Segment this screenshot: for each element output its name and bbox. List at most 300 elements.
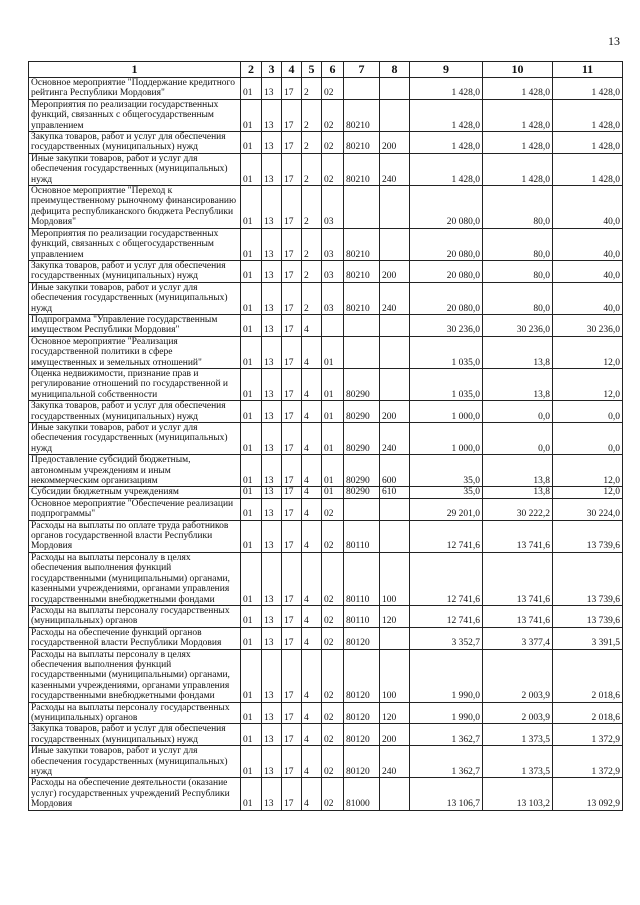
program-code-cell: 17 xyxy=(282,132,302,154)
section-code-cell: 13 xyxy=(262,487,282,498)
activity-code-cell: 02 xyxy=(322,78,344,100)
section-code-cell: 13 xyxy=(262,423,282,455)
table-row xyxy=(29,78,623,100)
gov-code-cell: 01 xyxy=(241,99,262,131)
column-header: 6 xyxy=(322,62,344,78)
amount-col11-cell: 40,0 xyxy=(553,260,623,282)
column-header: 11 xyxy=(553,62,623,78)
table-row xyxy=(29,520,623,552)
amount-col11-cell: 1 372,9 xyxy=(553,724,623,746)
amount-col11-cell: 3 391,5 xyxy=(553,627,623,649)
gov-code-cell: 01 xyxy=(241,520,262,552)
amount-col10-cell: 13,8 xyxy=(483,487,553,498)
direction-code-cell xyxy=(344,186,380,229)
row-name-cell: Оценка недвижимости, признание прав и регулирование отношений по государственной и муниципальной собственности xyxy=(29,368,241,400)
subprogram-code-cell: 4 xyxy=(302,368,322,400)
subprogram-code-cell: 2 xyxy=(302,99,322,131)
gov-code-cell: 01 xyxy=(241,724,262,746)
column-header: 9 xyxy=(410,62,483,78)
expense-type-cell: 600 xyxy=(380,455,410,487)
amount-col10-cell: 13 741,6 xyxy=(483,520,553,552)
amount-col9-cell: 20 080,0 xyxy=(410,186,483,229)
amount-col9-cell: 29 201,0 xyxy=(410,498,483,520)
direction-code-cell: 80120 xyxy=(344,724,380,746)
table-row xyxy=(29,336,623,368)
program-code-cell: 17 xyxy=(282,746,302,778)
table-row xyxy=(29,455,623,487)
direction-code-cell: 80210 xyxy=(344,282,380,314)
amount-col10-cell: 0,0 xyxy=(483,401,553,423)
program-code-cell: 17 xyxy=(282,627,302,649)
amount-col11-cell: 2 018,6 xyxy=(553,649,623,702)
direction-code-cell: 80210 xyxy=(344,228,380,260)
section-code-cell: 13 xyxy=(262,186,282,229)
gov-code-cell: 01 xyxy=(241,649,262,702)
section-code-cell: 13 xyxy=(262,282,282,314)
row-name-cell: Закупка товаров, работ и услуг для обеспечения государственных (муниципальных) нужд xyxy=(29,132,241,154)
gov-code-cell: 01 xyxy=(241,455,262,487)
amount-col9-cell: 1 000,0 xyxy=(410,401,483,423)
column-header: 4 xyxy=(282,62,302,78)
amount-col9-cell: 1 428,0 xyxy=(410,153,483,185)
table-row xyxy=(29,778,623,810)
gov-code-cell: 01 xyxy=(241,336,262,368)
activity-code-cell: 03 xyxy=(322,260,344,282)
gov-code-cell: 01 xyxy=(241,368,262,400)
activity-code-cell: 02 xyxy=(322,132,344,154)
activity-code-cell: 02 xyxy=(322,605,344,627)
direction-code-cell xyxy=(344,336,380,368)
gov-code-cell: 01 xyxy=(241,498,262,520)
expense-type-cell xyxy=(380,520,410,552)
table-row xyxy=(29,153,623,185)
expense-type-cell xyxy=(380,99,410,131)
row-name-cell: Субсидии бюджетным учреждениям xyxy=(29,487,241,498)
column-header: 2 xyxy=(241,62,262,78)
table-row xyxy=(29,186,623,229)
section-code-cell: 13 xyxy=(262,627,282,649)
direction-code-cell xyxy=(344,78,380,100)
amount-col11-cell: 12,0 xyxy=(553,368,623,400)
section-code-cell: 13 xyxy=(262,455,282,487)
amount-col9-cell: 35,0 xyxy=(410,455,483,487)
expense-type-cell xyxy=(380,778,410,810)
column-header: 10 xyxy=(483,62,553,78)
gov-code-cell: 01 xyxy=(241,282,262,314)
activity-code-cell: 01 xyxy=(322,336,344,368)
amount-col11-cell: 30 236,0 xyxy=(553,314,623,336)
table-row xyxy=(29,314,623,336)
direction-code-cell: 80290 xyxy=(344,423,380,455)
program-code-cell: 17 xyxy=(282,336,302,368)
amount-col9-cell: 30 236,0 xyxy=(410,314,483,336)
activity-code-cell: 03 xyxy=(322,186,344,229)
direction-code-cell xyxy=(344,498,380,520)
direction-code-cell: 80120 xyxy=(344,702,380,724)
amount-col9-cell: 1 428,0 xyxy=(410,78,483,100)
activity-code-cell: 02 xyxy=(322,649,344,702)
row-name-cell: Иные закупки товаров, работ и услуг для обеспечения государственных (муниципальных) нужд xyxy=(29,746,241,778)
amount-col9-cell: 1 428,0 xyxy=(410,99,483,131)
expense-type-cell: 200 xyxy=(380,260,410,282)
amount-col10-cell: 1 428,0 xyxy=(483,153,553,185)
section-code-cell: 13 xyxy=(262,778,282,810)
amount-col10-cell: 30 222,2 xyxy=(483,498,553,520)
amount-col11-cell: 2 018,6 xyxy=(553,702,623,724)
program-code-cell: 17 xyxy=(282,186,302,229)
gov-code-cell: 01 xyxy=(241,423,262,455)
amount-col9-cell: 35,0 xyxy=(410,487,483,498)
expense-type-cell: 240 xyxy=(380,423,410,455)
expense-type-cell xyxy=(380,627,410,649)
table-row xyxy=(29,423,623,455)
amount-col10-cell: 13,8 xyxy=(483,455,553,487)
activity-code-cell: 02 xyxy=(322,746,344,778)
row-name-cell: Основное мероприятие "Переход к преимущественному рыночному финансированию дефицита республиканского бюджета Республики Мордовия" xyxy=(29,186,241,229)
row-name-cell: Закупка товаров, работ и услуг для обеспечения государственных (муниципальных) нужд xyxy=(29,260,241,282)
amount-col9-cell: 12 741,6 xyxy=(410,605,483,627)
expense-type-cell xyxy=(380,78,410,100)
amount-col10-cell: 30 236,0 xyxy=(483,314,553,336)
expense-type-cell: 240 xyxy=(380,153,410,185)
table-row xyxy=(29,724,623,746)
expense-type-cell xyxy=(380,498,410,520)
gov-code-cell: 01 xyxy=(241,401,262,423)
expense-type-cell: 100 xyxy=(380,649,410,702)
subprogram-code-cell: 2 xyxy=(302,78,322,100)
direction-code-cell: 80210 xyxy=(344,132,380,154)
gov-code-cell: 01 xyxy=(241,746,262,778)
section-code-cell: 13 xyxy=(262,702,282,724)
subprogram-code-cell: 2 xyxy=(302,260,322,282)
amount-col10-cell: 3 377,4 xyxy=(483,627,553,649)
row-name-cell: Расходы на выплаты персоналу в целях обеспечения выполнения функций государственными (муниципальными) органами, казенными учреждениями, органами управления государственными внебюджетными фондами xyxy=(29,552,241,605)
row-name-cell: Расходы на обеспечение функций органов государственной власти Республики Мордовия xyxy=(29,627,241,649)
direction-code-cell: 81000 xyxy=(344,778,380,810)
amount-col10-cell: 1 428,0 xyxy=(483,99,553,131)
direction-code-cell: 80120 xyxy=(344,627,380,649)
program-code-cell: 17 xyxy=(282,260,302,282)
gov-code-cell: 01 xyxy=(241,487,262,498)
expense-type-cell xyxy=(380,368,410,400)
row-name-cell: Расходы на выплаты по оплате труда работников органов государственной власти Республики Мордовия xyxy=(29,520,241,552)
amount-col11-cell: 13 739,6 xyxy=(553,552,623,605)
section-code-cell: 13 xyxy=(262,401,282,423)
subprogram-code-cell: 4 xyxy=(302,724,322,746)
gov-code-cell: 01 xyxy=(241,605,262,627)
gov-code-cell: 01 xyxy=(241,627,262,649)
section-code-cell: 13 xyxy=(262,368,282,400)
program-code-cell: 17 xyxy=(282,605,302,627)
expense-type-cell: 100 xyxy=(380,552,410,605)
section-code-cell: 13 xyxy=(262,132,282,154)
program-code-cell: 17 xyxy=(282,649,302,702)
amount-col10-cell: 13 103,2 xyxy=(483,778,553,810)
activity-code-cell: 02 xyxy=(322,552,344,605)
table-row xyxy=(29,498,623,520)
amount-col9-cell: 1 000,0 xyxy=(410,423,483,455)
row-name-cell: Подпрограмма "Управление государственным имуществом Республики Мордовия" xyxy=(29,314,241,336)
direction-code-cell xyxy=(344,314,380,336)
table-row xyxy=(29,487,623,498)
amount-col10-cell: 1 373,5 xyxy=(483,724,553,746)
column-header: 7 xyxy=(344,62,380,78)
section-code-cell: 13 xyxy=(262,78,282,100)
amount-col11-cell: 40,0 xyxy=(553,186,623,229)
amount-col10-cell: 13 741,6 xyxy=(483,552,553,605)
program-code-cell: 17 xyxy=(282,99,302,131)
amount-col11-cell: 13 739,6 xyxy=(553,605,623,627)
program-code-cell: 17 xyxy=(282,401,302,423)
amount-col9-cell: 1 035,0 xyxy=(410,336,483,368)
row-name-cell: Предоставление субсидий бюджетным, автономным учреждениям и иным некоммерческим организациям xyxy=(29,455,241,487)
amount-col10-cell: 80,0 xyxy=(483,282,553,314)
amount-col9-cell: 3 352,7 xyxy=(410,627,483,649)
activity-code-cell xyxy=(322,314,344,336)
amount-col9-cell: 1 362,7 xyxy=(410,724,483,746)
program-code-cell: 17 xyxy=(282,702,302,724)
expense-type-cell: 200 xyxy=(380,132,410,154)
subprogram-code-cell: 4 xyxy=(302,336,322,368)
amount-col11-cell: 12,0 xyxy=(553,455,623,487)
amount-col11-cell: 12,0 xyxy=(553,336,623,368)
gov-code-cell: 01 xyxy=(241,702,262,724)
expense-type-cell: 200 xyxy=(380,401,410,423)
row-name-cell: Мероприятия по реализации государственных функций, связанных с общегосударственным управлением xyxy=(29,228,241,260)
amount-col10-cell: 80,0 xyxy=(483,260,553,282)
activity-code-cell: 02 xyxy=(322,99,344,131)
program-code-cell: 17 xyxy=(282,778,302,810)
section-code-cell: 13 xyxy=(262,649,282,702)
direction-code-cell: 80210 xyxy=(344,99,380,131)
table-row xyxy=(29,99,623,131)
program-code-cell: 17 xyxy=(282,228,302,260)
gov-code-cell: 01 xyxy=(241,186,262,229)
amount-col10-cell: 13,8 xyxy=(483,368,553,400)
table-row xyxy=(29,649,623,702)
subprogram-code-cell: 4 xyxy=(302,498,322,520)
activity-code-cell: 01 xyxy=(322,423,344,455)
expense-type-cell: 120 xyxy=(380,605,410,627)
subprogram-code-cell: 4 xyxy=(302,423,322,455)
amount-col10-cell: 13,8 xyxy=(483,336,553,368)
section-code-cell: 13 xyxy=(262,260,282,282)
subprogram-code-cell: 4 xyxy=(302,455,322,487)
amount-col11-cell: 1 372,9 xyxy=(553,746,623,778)
expense-type-cell xyxy=(380,314,410,336)
amount-col10-cell: 1 373,5 xyxy=(483,746,553,778)
amount-col9-cell: 1 990,0 xyxy=(410,702,483,724)
section-code-cell: 13 xyxy=(262,498,282,520)
subprogram-code-cell: 4 xyxy=(302,627,322,649)
row-name-cell: Закупка товаров, работ и услуг для обеспечения государственных (муниципальных) нужд xyxy=(29,724,241,746)
program-code-cell: 17 xyxy=(282,487,302,498)
row-name-cell: Основное мероприятие "Обеспечение реализации подпрограммы" xyxy=(29,498,241,520)
direction-code-cell: 80290 xyxy=(344,368,380,400)
subprogram-code-cell: 2 xyxy=(302,186,322,229)
direction-code-cell: 80210 xyxy=(344,153,380,185)
gov-code-cell: 01 xyxy=(241,552,262,605)
section-code-cell: 13 xyxy=(262,552,282,605)
activity-code-cell: 02 xyxy=(322,627,344,649)
row-name-cell: Закупка товаров, работ и услуг для обеспечения государственных (муниципальных) нужд xyxy=(29,401,241,423)
subprogram-code-cell: 4 xyxy=(302,520,322,552)
amount-col10-cell: 1 428,0 xyxy=(483,132,553,154)
table-header-row xyxy=(29,62,623,78)
gov-code-cell: 01 xyxy=(241,260,262,282)
amount-col9-cell: 20 080,0 xyxy=(410,282,483,314)
amount-col11-cell: 0,0 xyxy=(553,423,623,455)
program-code-cell: 17 xyxy=(282,153,302,185)
amount-col11-cell: 1 428,0 xyxy=(553,78,623,100)
subprogram-code-cell: 4 xyxy=(302,746,322,778)
table-row xyxy=(29,746,623,778)
direction-code-cell: 80290 xyxy=(344,487,380,498)
amount-col11-cell: 1 428,0 xyxy=(553,99,623,131)
row-name-cell: Расходы на выплаты персоналу государственных (муниципальных) органов xyxy=(29,605,241,627)
activity-code-cell: 02 xyxy=(322,778,344,810)
program-code-cell: 17 xyxy=(282,552,302,605)
activity-code-cell: 01 xyxy=(322,401,344,423)
expense-type-cell: 240 xyxy=(380,282,410,314)
amount-col11-cell: 13 092,9 xyxy=(553,778,623,810)
subprogram-code-cell: 4 xyxy=(302,702,322,724)
amount-col9-cell: 20 080,0 xyxy=(410,260,483,282)
activity-code-cell: 02 xyxy=(322,498,344,520)
activity-code-cell: 02 xyxy=(322,702,344,724)
subprogram-code-cell: 2 xyxy=(302,282,322,314)
amount-col10-cell: 2 003,9 xyxy=(483,702,553,724)
activity-code-cell: 01 xyxy=(322,487,344,498)
subprogram-code-cell: 4 xyxy=(302,649,322,702)
subprogram-code-cell: 2 xyxy=(302,228,322,260)
amount-col10-cell: 1 428,0 xyxy=(483,78,553,100)
subprogram-code-cell: 2 xyxy=(302,132,322,154)
row-name-cell: Основное мероприятие "Реализация государственной политики в сфере имущественных и земельных отношений" xyxy=(29,336,241,368)
amount-col10-cell: 0,0 xyxy=(483,423,553,455)
amount-col10-cell: 80,0 xyxy=(483,228,553,260)
section-code-cell: 13 xyxy=(262,746,282,778)
gov-code-cell: 01 xyxy=(241,314,262,336)
subprogram-code-cell: 2 xyxy=(302,153,322,185)
subprogram-code-cell: 4 xyxy=(302,778,322,810)
activity-code-cell: 03 xyxy=(322,228,344,260)
subprogram-code-cell: 4 xyxy=(302,314,322,336)
program-code-cell: 17 xyxy=(282,314,302,336)
subprogram-code-cell: 4 xyxy=(302,487,322,498)
program-code-cell: 17 xyxy=(282,455,302,487)
amount-col9-cell: 12 741,6 xyxy=(410,552,483,605)
table-row xyxy=(29,228,623,260)
direction-code-cell: 80290 xyxy=(344,401,380,423)
page-number: 13 xyxy=(608,34,620,48)
gov-code-cell: 01 xyxy=(241,132,262,154)
activity-code-cell: 01 xyxy=(322,368,344,400)
amount-col9-cell: 1 362,7 xyxy=(410,746,483,778)
activity-code-cell: 03 xyxy=(322,282,344,314)
activity-code-cell: 01 xyxy=(322,455,344,487)
row-name-cell: Основное мероприятие "Поддержание кредитного рейтинга Республики Мордовия" xyxy=(29,78,241,100)
column-header: 5 xyxy=(302,62,322,78)
row-name-cell: Иные закупки товаров, работ и услуг для обеспечения государственных (муниципальных) нужд xyxy=(29,282,241,314)
expense-type-cell: 240 xyxy=(380,746,410,778)
amount-col10-cell: 2 003,9 xyxy=(483,649,553,702)
table-row xyxy=(29,368,623,400)
amount-col11-cell: 13 739,6 xyxy=(553,520,623,552)
table-row xyxy=(29,552,623,605)
table-row xyxy=(29,627,623,649)
amount-col11-cell: 40,0 xyxy=(553,282,623,314)
table-row xyxy=(29,260,623,282)
gov-code-cell: 01 xyxy=(241,78,262,100)
direction-code-cell: 80110 xyxy=(344,552,380,605)
section-code-cell: 13 xyxy=(262,520,282,552)
amount-col11-cell: 1 428,0 xyxy=(553,153,623,185)
direction-code-cell: 80110 xyxy=(344,520,380,552)
amount-col9-cell: 1 428,0 xyxy=(410,132,483,154)
column-header: 3 xyxy=(262,62,282,78)
section-code-cell: 13 xyxy=(262,99,282,131)
subprogram-code-cell: 4 xyxy=(302,401,322,423)
gov-code-cell: 01 xyxy=(241,153,262,185)
program-code-cell: 17 xyxy=(282,78,302,100)
section-code-cell: 13 xyxy=(262,153,282,185)
column-header: 8 xyxy=(380,62,410,78)
amount-col9-cell: 1 035,0 xyxy=(410,368,483,400)
row-name-cell: Расходы на обеспечение деятельности (оказание услуг) государственных учреждений Республики Мордовия xyxy=(29,778,241,810)
amount-col10-cell: 80,0 xyxy=(483,186,553,229)
program-code-cell: 17 xyxy=(282,520,302,552)
column-header: 1 xyxy=(29,62,241,78)
program-code-cell: 17 xyxy=(282,368,302,400)
amount-col11-cell: 12,0 xyxy=(553,487,623,498)
section-code-cell: 13 xyxy=(262,336,282,368)
amount-col10-cell: 13 741,6 xyxy=(483,605,553,627)
row-name-cell: Иные закупки товаров, работ и услуг для обеспечения государственных (муниципальных) нужд xyxy=(29,153,241,185)
activity-code-cell: 02 xyxy=(322,520,344,552)
amount-col9-cell: 13 106,7 xyxy=(410,778,483,810)
expense-type-cell xyxy=(380,228,410,260)
gov-code-cell: 01 xyxy=(241,778,262,810)
direction-code-cell: 80210 xyxy=(344,260,380,282)
amount-col9-cell: 1 990,0 xyxy=(410,649,483,702)
direction-code-cell: 80120 xyxy=(344,746,380,778)
program-code-cell: 17 xyxy=(282,282,302,314)
program-code-cell: 17 xyxy=(282,423,302,455)
table-row xyxy=(29,401,623,423)
expense-type-cell: 610 xyxy=(380,487,410,498)
direction-code-cell: 80120 xyxy=(344,649,380,702)
table-row xyxy=(29,282,623,314)
program-code-cell: 17 xyxy=(282,498,302,520)
row-name-cell: Мероприятия по реализации государственных функций, связанных с общегосударственным управлением xyxy=(29,99,241,131)
table-row xyxy=(29,605,623,627)
program-code-cell: 17 xyxy=(282,724,302,746)
amount-col11-cell: 1 428,0 xyxy=(553,132,623,154)
section-code-cell: 13 xyxy=(262,314,282,336)
amount-col9-cell: 20 080,0 xyxy=(410,228,483,260)
subprogram-code-cell: 4 xyxy=(302,552,322,605)
table-row xyxy=(29,132,623,154)
activity-code-cell: 02 xyxy=(322,153,344,185)
table-row xyxy=(29,702,623,724)
amount-col11-cell: 0,0 xyxy=(553,401,623,423)
row-name-cell: Расходы на выплаты персоналу государственных (муниципальных) органов xyxy=(29,702,241,724)
expense-type-cell xyxy=(380,336,410,368)
subprogram-code-cell: 4 xyxy=(302,605,322,627)
budget-table xyxy=(28,61,623,811)
direction-code-cell: 80290 xyxy=(344,455,380,487)
